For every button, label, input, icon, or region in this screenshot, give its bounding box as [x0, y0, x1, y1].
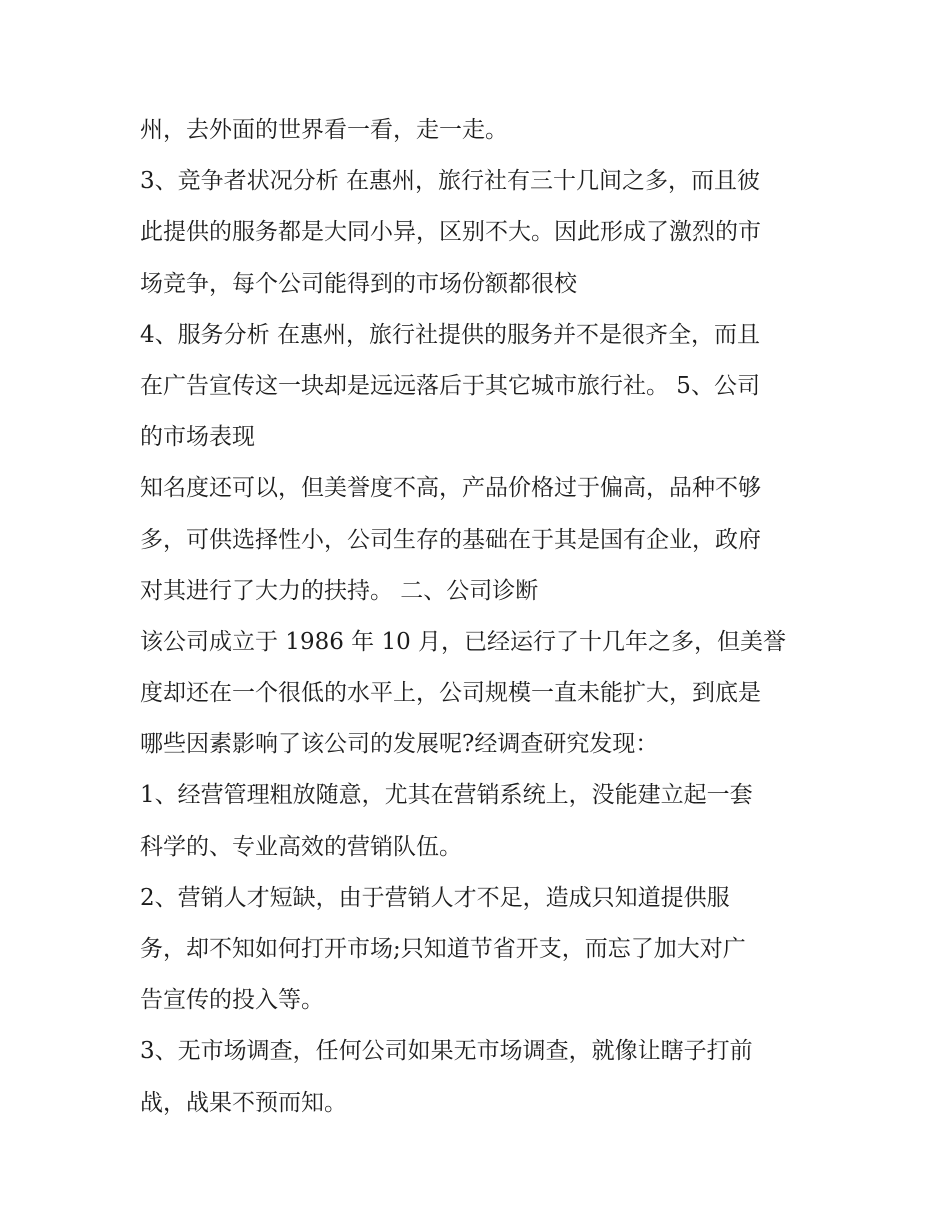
- text-line: 度却还在一个很低的水平上，公司规模一直未能扩大，到底是: [140, 680, 761, 707]
- body-text: [140, 105, 820, 1129]
- text-line: 务，却不知如何打开市场;只知道节省开支，而忘了加大对广: [140, 936, 746, 962]
- text-line: 告宣传的投入等。: [140, 987, 324, 1014]
- text-line: 3、竞争者状况分析 在惠州，旅行社有三十几间之多，而且彼: [140, 168, 760, 195]
- text-line: 知名度还可以，但美誉度不高，产品价格过于偏高，品种不够: [140, 475, 761, 502]
- text-line: 州，去外面的世界看一看，走一走。: [140, 117, 508, 143]
- text-line: 的市场表现: [140, 424, 255, 451]
- text-line: 战，战果不预而知。: [140, 1089, 347, 1116]
- text-line: 此提供的服务都是大同小异，区别不大。因此形成了激烈的市: [140, 219, 761, 246]
- text-line: 该公司成立于 1986 年 10 月，已经运行了十几年之多，但美誉: [140, 628, 787, 655]
- text-line: 对其进行了大力的扶持。 二、公司诊断: [140, 577, 539, 604]
- text-line: 哪些因素影响了该公司的发展呢?经调查研究发现：: [140, 731, 659, 758]
- text-line: 3、无市场调查，任何公司如果无市场调查，就像让瞎子打前: [140, 1038, 753, 1065]
- text-line: 场竞争，每个公司能得到的市场份额都很校: [140, 270, 577, 297]
- text-line: 科学的、专业高效的营销队伍。: [140, 833, 462, 860]
- text-line: 在广告宣传这一块却是远远落后于其它城市旅行社。 5、公司: [140, 372, 760, 399]
- text-line: 4、服务分析 在惠州，旅行社提供的服务并不是很齐全，而且: [140, 321, 760, 348]
- text-line: 多，可供选择性小，公司生存的基础在于其是国有企业，政府: [140, 526, 761, 553]
- text-line: 2、营销人才短缺，由于营销人才不足，造成只知道提供服: [140, 884, 730, 911]
- text-line: 1、经营管理粗放随意，尤其在营销系统上，没能建立起一套: [140, 782, 753, 809]
